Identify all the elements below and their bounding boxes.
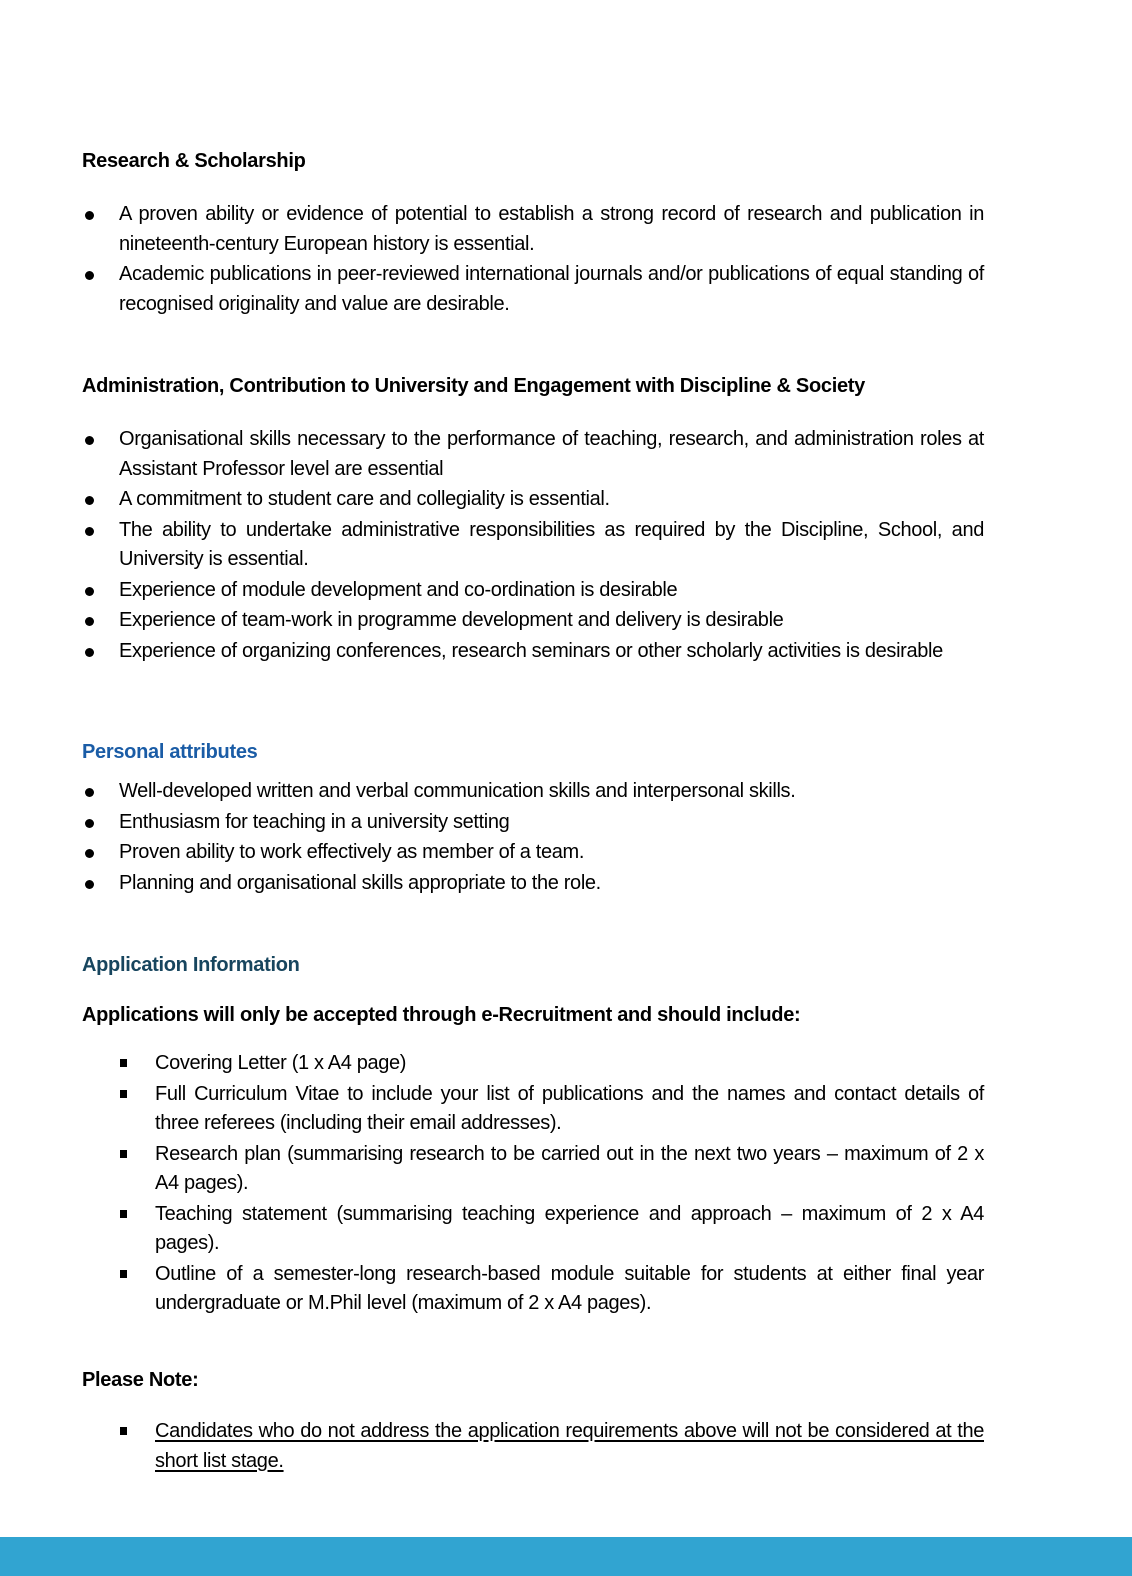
square-bullet-icon	[120, 1210, 127, 1218]
list-item: Academic publications in peer-reviewed international journals and/or publications of equal standing of recognised originality and value are desirable.	[82, 260, 984, 319]
application-requirements-list	[82, 1049, 984, 1319]
list-item: Experience of organizing conferences, research seminars or other scholarly activities is desirable	[82, 637, 984, 667]
please-note-section	[82, 1366, 984, 1476]
list-item: Planning and organisational skills appropriate to the role.	[82, 869, 984, 899]
administration-list	[82, 425, 984, 666]
personal-attributes-section	[82, 738, 984, 898]
bullet-icon	[85, 211, 94, 220]
list-item: Experience of team-work in programme development and delivery is desirable	[82, 606, 984, 636]
bullet-icon	[85, 271, 94, 280]
bullet-icon	[85, 880, 94, 889]
square-bullet-icon	[120, 1427, 127, 1435]
list-item: A commitment to student care and collegiality is essential.	[82, 485, 984, 515]
bullet-icon	[85, 849, 94, 858]
bullet-icon	[85, 788, 94, 797]
list-item	[82, 1417, 984, 1476]
list-item: Organisational skills necessary to the performance of teaching, research, and administration roles at Assistant Professor level are essential	[82, 425, 984, 484]
research-list	[82, 200, 984, 319]
research-heading: Research & Scholarship	[82, 150, 306, 172]
square-bullet-icon	[120, 1270, 127, 1278]
please-note-list	[82, 1417, 984, 1476]
list-item: Full Curriculum Vitae to include your list of publications and the names and contact details of three referees (including their email addresses).	[82, 1080, 984, 1139]
bullet-icon	[85, 496, 94, 505]
square-bullet-icon	[120, 1090, 127, 1098]
administration-section	[82, 372, 984, 666]
bullet-icon	[85, 617, 94, 626]
list-item: Proven ability to work effectively as member of a team.	[82, 838, 984, 868]
list-item: Covering Letter (1 x A4 page)	[82, 1049, 984, 1079]
list-item: Experience of module development and co-ordination is desirable	[82, 576, 984, 606]
research-scholarship-section	[82, 147, 984, 319]
list-item: Well-developed written and verbal communication skills and interpersonal skills.	[82, 777, 984, 807]
application-information-section	[82, 951, 984, 1319]
bullet-icon	[85, 819, 94, 828]
list-item: A proven ability or evidence of potential to establish a strong record of research and publication in nineteenth-century European history is essential.	[82, 200, 984, 259]
application-information-heading: Application Information	[82, 954, 300, 976]
administration-heading: Administration, Contribution to University and Engagement with Discipline & Society	[82, 375, 865, 397]
personal-attributes-heading: Personal attributes	[82, 741, 258, 763]
square-bullet-icon	[120, 1150, 127, 1158]
please-note-heading: Please Note:	[82, 1369, 199, 1391]
list-item: Outline of a semester-long research-based module suitable for students at either final year undergraduate or M.Phil level (maximum of 2 x A4 pages).	[82, 1260, 984, 1319]
square-bullet-icon	[120, 1059, 127, 1067]
bullet-icon	[85, 587, 94, 596]
list-item: Enthusiasm for teaching in a university setting	[82, 808, 984, 838]
list-item: The ability to undertake administrative responsibilities as required by the Discipline, School, and University is essential.	[82, 516, 984, 575]
shortlist-warning: Candidates who do not address the application requirements above will not be considered at the short list stage.	[155, 1420, 984, 1472]
application-intro: Applications will only be accepted through e-Recruitment and should include:	[82, 1004, 801, 1026]
bullet-icon	[85, 648, 94, 657]
footer-bar	[0, 1537, 1132, 1576]
bullet-icon	[85, 436, 94, 445]
list-item: Teaching statement (summarising teaching experience and approach – maximum of 2 x A4 pages).	[82, 1200, 984, 1259]
list-item: Research plan (summarising research to be carried out in the next two years – maximum of 2 x A4 pages).	[82, 1140, 984, 1199]
bullet-icon	[85, 527, 94, 536]
personal-attributes-list	[82, 777, 984, 898]
